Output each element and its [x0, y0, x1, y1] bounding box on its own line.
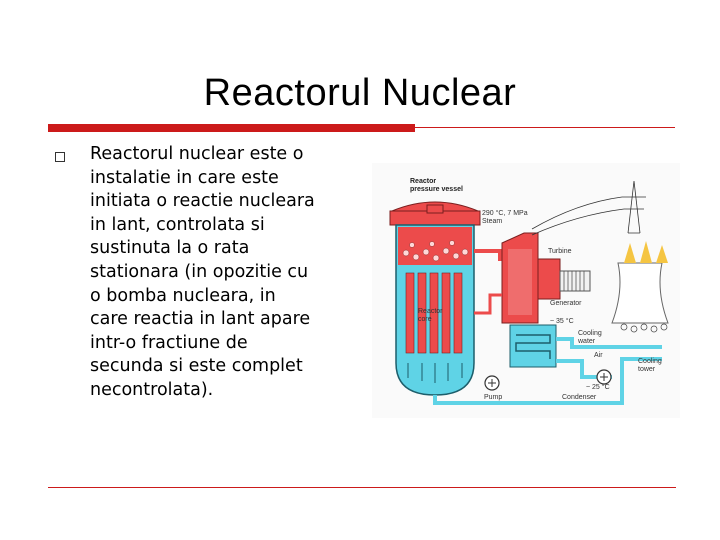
label-temp-hot: ~ 35 °C: [550, 318, 574, 325]
steam-generator: [502, 233, 538, 323]
label-cooling-tower-line2: tower: [638, 366, 656, 373]
condenser-pump-icon: [597, 370, 611, 384]
title-underline-rule: [415, 127, 675, 128]
condenser: [510, 325, 556, 367]
cooling-tower: [612, 241, 668, 332]
slide-title: Reactorul Nuclear: [203, 72, 517, 114]
slide-body-text: Reactorul nuclear este o instalatie in care este initiata o reactie nucleara in lant, controlata si sustinuta la o rata stationara (in opozitie cu o bomba nucleara, in care reactia in lant apare intr-o fractiune de secunda si este complet necontrolata).: [90, 144, 315, 400]
footer-divider: [48, 487, 676, 488]
label-cooling-water-line1: Cooling: [578, 330, 602, 337]
steam-pipe: [474, 251, 500, 261]
cooling-water-pipe: [556, 339, 662, 347]
label-vessel-line2: pressure vessel: [410, 186, 463, 193]
label-generator: Generator: [550, 300, 582, 307]
pump-icon: [485, 376, 499, 390]
label-temp-cold: ~ 25 °C: [586, 384, 610, 391]
label-core-line1: Reactor: [418, 308, 443, 315]
label-pump: Pump: [484, 394, 503, 401]
label-cooling-water-line2: water: [578, 338, 596, 345]
label-vessel-line1: Reactor: [410, 178, 437, 185]
label-core-line2: core: [418, 316, 432, 323]
reactor-vessel: [390, 202, 480, 395]
power-line-tower-icon: [532, 181, 646, 235]
label-steam-line1: 290 °C, 7 MPa: [482, 210, 528, 217]
bullet-square-icon: [55, 152, 65, 162]
label-condenser: Condenser: [562, 394, 597, 401]
title-underline-accent: [48, 124, 415, 132]
turbine: [538, 259, 590, 299]
label-air: Air: [594, 352, 603, 359]
label-cooling-tower-line1: Cooling: [638, 358, 662, 365]
reactor-diagram: [372, 163, 680, 418]
return-pipe: [474, 295, 502, 313]
label-steam-line2: Steam: [482, 218, 503, 225]
label-turbine: Turbine: [548, 248, 572, 255]
reactor-diagram-svg: [372, 163, 680, 418]
